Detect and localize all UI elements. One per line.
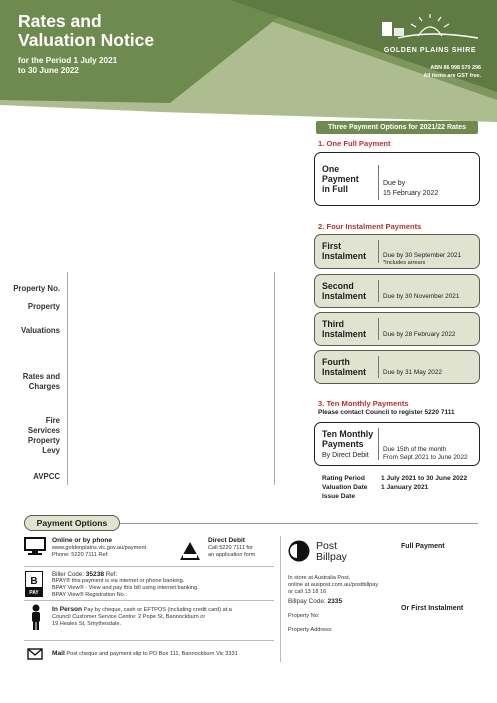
monthly-label-line-1: Ten Monthly [322, 429, 374, 439]
svg-text:B: B [30, 576, 38, 587]
first-instalment-barcode-label: Or First Instalment [401, 605, 464, 612]
page-title [18, 12, 154, 50]
period-line-2: to 30 June 2022 [18, 66, 79, 75]
separator-3 [24, 640, 274, 641]
full-payment-label [322, 164, 359, 194]
right-divider [274, 272, 275, 485]
valuation-date-value: 1 January 2021 [381, 484, 429, 491]
dd-line-1: Call 5220 7111 for [208, 545, 253, 551]
instalment-1-box [314, 234, 480, 269]
full-due-line-1: Due by [383, 180, 406, 187]
monthly-title: 3. Ten Monthly Payments [318, 399, 409, 408]
person-icon [29, 604, 43, 630]
label-fire-line-1: Fire [45, 416, 60, 425]
direct-debit-icon [178, 540, 202, 562]
title-line-1: Rates and [18, 11, 102, 31]
monthly-divider [378, 428, 379, 460]
post-line-1: Post [316, 540, 338, 552]
instalment-1-line-1: First [322, 241, 342, 251]
in-person-line-1: Pay by cheque, cash or EFTPOS (including credit card) at a [83, 607, 232, 613]
bpay-line-3: BPAY View® Registration No.: [52, 592, 127, 598]
online-payment [52, 537, 146, 559]
separator-2 [24, 600, 274, 601]
instalment-4-label [322, 357, 366, 377]
gst-text: All items are GST free. [423, 73, 481, 79]
svg-text:PAY: PAY [29, 590, 39, 596]
dd-line-2: an application form [208, 552, 256, 558]
monthly-label-line-3: By Direct Debit [322, 452, 369, 459]
issue-date-label: Issue Date [322, 493, 355, 500]
logo-name: GOLDEN PLAINS SHIRE [383, 47, 477, 54]
period-text [18, 56, 117, 76]
monthly-due-line-2: From Sept 2021 to June 2022 [383, 454, 468, 461]
rating-labels [322, 474, 367, 501]
period-line-1: for the Period 1 July 2021 [18, 56, 118, 65]
instalment-1-line-2: Instalment [322, 251, 366, 261]
sunrise-logo-icon [378, 14, 482, 40]
full-payment-box [314, 152, 480, 206]
mail-title: Mail [52, 650, 65, 657]
full-payment-title: 1. One Full Payment [318, 139, 391, 148]
instalments-title: 2. Four Instalment Payments [318, 222, 422, 231]
online-url[interactable]: www.goldenplains.vic.gov.au/payment [52, 545, 147, 551]
instalment-1-due-date: Due by 30 September 2021 [383, 252, 462, 259]
online-phone: Phone: 5220 7111 Ref: [52, 552, 109, 558]
instalment-1-divider [378, 240, 379, 263]
label-property: Property [27, 302, 60, 311]
instalment-4-box [314, 350, 480, 384]
valuation-date-label: Valuation Date [322, 484, 368, 491]
instalment-3-divider [378, 318, 379, 340]
full-due-line-2: 15 February 2022 [383, 190, 439, 197]
in-person-payment [52, 606, 232, 628]
instalment-3-label [322, 319, 366, 339]
direct-debit [208, 537, 255, 559]
payment-options-heading: Payment Options [24, 515, 120, 531]
full-divider [378, 165, 379, 200]
online-title: Online or by phone [52, 537, 113, 544]
full-label-line-2: Payment [322, 174, 359, 184]
monthly-label [322, 429, 373, 461]
monthly-due-line-1: Due 15th of the month [383, 446, 447, 453]
label-valuations: Valuations [21, 326, 60, 335]
mail-payment [52, 650, 238, 658]
rating-period-value: 1 July 2021 to 30 June 2022 [381, 475, 468, 482]
post-property-no: Property No: [288, 613, 320, 619]
auspost-logo-icon [288, 540, 310, 562]
instalment-1-extra: *Includes arrears [383, 260, 426, 266]
instalment-4-divider [378, 356, 379, 378]
instalment-4-line-1: Fourth [322, 357, 350, 367]
instalment-2-box [314, 274, 480, 308]
instalment-3-line-1: Third [322, 319, 344, 329]
in-person-line-2: Council Customer Service Centre: 2 Pope St, Bannockburn or [52, 614, 206, 620]
label-rates-line-2: Charges [28, 382, 60, 391]
full-payment-barcode-label: Full Payment [401, 543, 445, 550]
monthly-note: Please contact Council to register 5220 7111 [318, 409, 455, 416]
label-rates-line-1: Rates and [22, 372, 60, 381]
label-rates-charges [0, 372, 60, 392]
label-fire-levy [0, 416, 60, 456]
bpay-payment [52, 571, 199, 599]
abn-block [423, 64, 481, 80]
bpay-line-1: BPAY® this payment is via internet or phone banking. [52, 578, 185, 584]
label-fire-line-3: Property [27, 436, 60, 445]
separator-1 [24, 566, 274, 567]
in-person-title: In Person [52, 606, 83, 613]
instalment-1-label [322, 241, 366, 261]
in-person-line-3: 19 Heales St, Smythesdale. [52, 621, 122, 627]
instalment-2-label [322, 281, 366, 301]
post-billpay-title [316, 541, 347, 563]
instalment-1-due [383, 252, 461, 267]
label-fire-line-2: Services [27, 426, 60, 435]
left-divider [67, 272, 68, 485]
post-store-line-1: In store at Australia Post, [288, 575, 351, 581]
post-store-line-3: or call 13 18 16 [288, 589, 327, 595]
post-store-line-2[interactable]: online at auspost.com.au/postbillpay [288, 582, 379, 588]
rating-values [381, 474, 467, 492]
instalment-4-due: Due by 31 May 2022 [383, 369, 442, 376]
instalment-2-line-1: Second [322, 281, 354, 291]
label-avpcc: AVPCC [33, 472, 60, 481]
post-property-address: Property Address: [288, 627, 333, 633]
monthly-label-line-2: Payments [322, 439, 364, 449]
full-label-line-3: in Full [322, 184, 348, 194]
label-property-no: Property No. [13, 284, 60, 293]
bpay-logo-icon [25, 571, 43, 597]
instalment-2-line-2: Instalment [322, 291, 366, 301]
bpay-biller: Biller Code: 35238 Ref: [52, 571, 118, 578]
rating-period-label: Rating Period [322, 475, 365, 482]
billpay-code-text: Billpay Code: 2335 [288, 598, 343, 605]
post-store-info [288, 575, 378, 596]
post-billpay-divider [280, 536, 281, 662]
billpay-code [288, 598, 342, 605]
monthly-box [314, 422, 480, 466]
envelope-icon [27, 648, 43, 660]
bpay-line-2: BPAY View® - View and pay this bill using internet banking. [52, 585, 199, 591]
instalment-2-divider [378, 280, 379, 302]
computer-icon [24, 537, 46, 555]
shire-logo [378, 14, 482, 54]
instalment-3-line-2: Instalment [322, 329, 366, 339]
abn-text: ABN 86 998 570 296 [430, 65, 481, 71]
full-due [383, 179, 438, 199]
full-label-line-1: One [322, 164, 340, 174]
instalment-3-box [314, 312, 480, 346]
instalment-2-due: Due by 30 November 2021 [383, 293, 460, 300]
instalment-4-line-2: Instalment [322, 367, 366, 377]
payment-options-rule [120, 523, 478, 524]
title-line-2: Valuation Notice [18, 30, 155, 50]
post-line-2: Billpay [316, 551, 347, 563]
monthly-due [383, 446, 468, 462]
options-heading: Three Payment Options for 2021/22 Rates [316, 121, 478, 134]
mail-text: Post cheque and payment slip to PO Box 111, Bannockburn Vic 3331 [66, 651, 238, 657]
label-fire-line-4: Levy [42, 446, 60, 455]
dd-title: Direct Debit [208, 537, 246, 544]
instalment-3-due: Due by 28 February 2022 [383, 331, 456, 338]
